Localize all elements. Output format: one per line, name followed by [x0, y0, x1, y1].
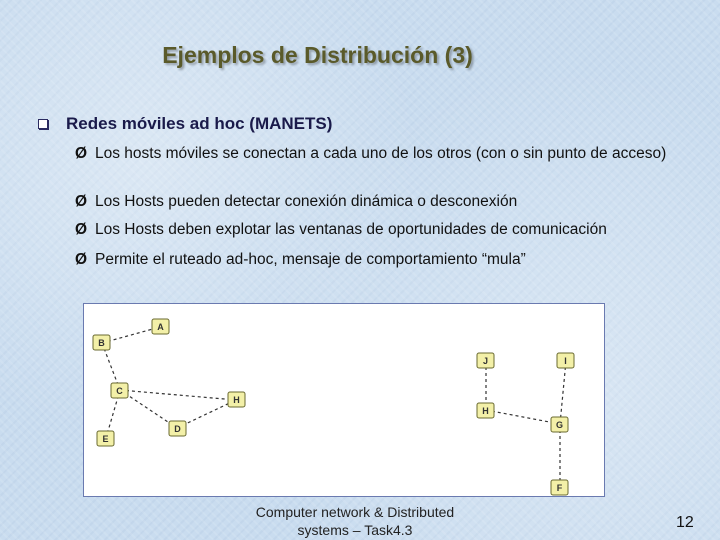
bullet-item — [75, 220, 695, 240]
level1-text: Redes móviles ad hoc (MANETS) — [66, 114, 333, 133]
edge-h-g — [486, 410, 560, 424]
edge-c-d — [120, 390, 177, 428]
node-label: G — [555, 420, 564, 430]
arrow-bullet-icon: Ø — [75, 145, 88, 162]
node-label: E — [102, 434, 109, 444]
arrow-bullet-icon: Ø — [75, 193, 88, 210]
node-label: F — [556, 483, 563, 493]
square-bullet-icon — [38, 119, 48, 129]
node-label: J — [482, 356, 489, 366]
adhoc-network-diagram — [83, 303, 605, 497]
bullet-text: Los Hosts pueden detectar conexión dinámica o desconexión — [95, 193, 518, 210]
node-label: B — [98, 338, 105, 348]
arrow-bullet-icon: Ø — [75, 221, 88, 238]
node-label: A — [157, 322, 164, 332]
node-label: H — [482, 406, 489, 416]
bullet-item — [75, 192, 695, 212]
footer-text — [240, 503, 470, 539]
node-label: C — [116, 386, 123, 396]
edge-a-b — [102, 327, 160, 343]
node-label: D — [174, 424, 181, 434]
page-number: 12 — [676, 514, 694, 531]
level1-bullet — [38, 114, 332, 134]
bullet-text: Los Hosts deben explotar las ventanas de oportunidades de comunicación — [95, 221, 607, 238]
node-label: H — [233, 395, 240, 405]
arrow-bullet-icon: Ø — [75, 251, 88, 268]
slide-title: Ejemplos de Distribución (3) — [162, 42, 473, 68]
footer-line: systems – Task4.3 — [297, 522, 413, 538]
edge-i-g — [560, 361, 566, 424]
node-label: I — [564, 356, 567, 366]
bullet-text: Permite el ruteado ad-hoc, mensaje de comportamiento “mula” — [95, 251, 526, 268]
bullet-item — [75, 250, 695, 270]
edge-c-h — [120, 390, 236, 400]
bullet-text: Los hosts móviles se conectan a cada uno de los otros (con o sin punto de acceso) — [95, 145, 667, 162]
bullet-item — [75, 144, 695, 164]
footer-line: Computer network & Distributed — [255, 504, 455, 520]
